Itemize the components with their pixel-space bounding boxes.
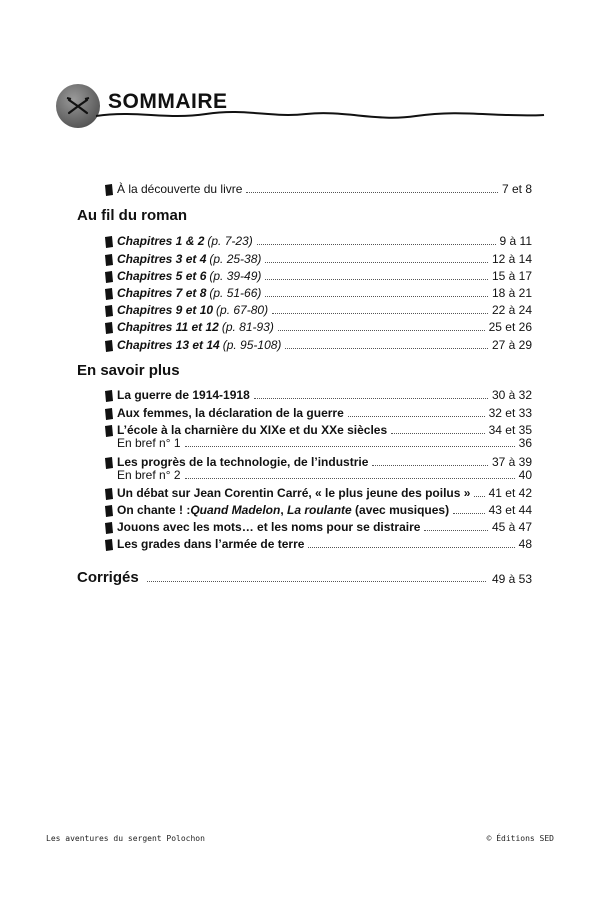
toc-entry-debat[interactable]: Un débat sur Jean Corentin Carré, « le plus jeune des poilus » 41 et 42 — [104, 484, 532, 500]
bullet-icon — [104, 457, 114, 469]
bullet-icon — [104, 505, 114, 517]
bullet-icon — [104, 322, 114, 334]
bullet-icon — [104, 184, 114, 196]
toc-entry-chapitres-11-12[interactable]: Chapitres 11 et 12 (p. 81-93) 25 et 26 — [104, 318, 532, 334]
bullet-icon — [104, 522, 114, 534]
section-title-roman: Au fil du roman — [77, 207, 187, 224]
toc-entry-en-bref-1[interactable]: En bref n° 1 36 — [117, 436, 532, 450]
footer-book-title: Les aventures du sergent Polochon — [46, 834, 205, 843]
bullet-icon — [104, 288, 114, 300]
crossed-sabers-icon — [56, 84, 100, 128]
toc-entry-progres[interactable]: Les progrès de la technologie, de l’industrie 37 à 39 — [104, 453, 532, 469]
bullet-icon — [104, 539, 114, 551]
footer-publisher: © Éditions SED — [486, 834, 554, 843]
bullet-icon — [104, 305, 114, 317]
toc-entry-on-chante[interactable]: On chante ! : Quand Madelon , La roulante (avec musiques) 43 et 44 — [104, 501, 532, 517]
toc-entry-intro[interactable]: À la découverte du livre 7 et 8 — [104, 180, 532, 196]
title-underline — [96, 102, 546, 124]
bullet-icon — [104, 408, 114, 420]
toc-entry-chapitres-13-14[interactable]: Chapitres 13 et 14 (p. 95-108) 27 à 29 — [104, 336, 532, 352]
toc-entry-chapitres-9-10[interactable]: Chapitres 9 et 10 (p. 67-80) 22 à 24 — [104, 301, 532, 317]
toc-entry-jouons[interactable]: Jouons avec les mots… et les noms pour se distraire 45 à 47 — [104, 518, 532, 534]
bullet-icon — [104, 390, 114, 402]
toc-entry-ecole[interactable]: L’école à la charnière du XIXe et du XXe siècles 34 et 35 — [104, 421, 532, 437]
bullet-icon — [104, 425, 114, 437]
page-header — [56, 84, 546, 134]
toc-entry-chapitres-3-4[interactable]: Chapitres 3 et 4 (p. 25-38) 12 à 14 — [104, 250, 532, 266]
bullet-icon — [104, 340, 114, 352]
toc-entry-chapitres-5-6[interactable]: Chapitres 5 et 6 (p. 39-49) 15 à 17 — [104, 267, 532, 283]
toc-entry-chapitres-7-8[interactable]: Chapitres 7 et 8 (p. 51-66) 18 à 21 — [104, 284, 532, 300]
toc-entry-chapitres-1-2[interactable]: Chapitres 1 & 2 (p. 7-23) 9 à 11 — [104, 232, 532, 248]
toc-entry-corriges[interactable]: Corrigés 49 à 53 — [77, 569, 532, 586]
bullet-icon — [104, 488, 114, 500]
toc-entry-guerre-1914[interactable]: La guerre de 1914-1918 30 à 32 — [104, 386, 532, 402]
bullet-icon — [104, 254, 114, 266]
toc-entry-en-bref-2[interactable]: En bref n° 2 40 — [117, 468, 532, 482]
bullet-icon — [104, 236, 114, 248]
toc-entry-aux-femmes[interactable]: Aux femmes, la déclaration de la guerre 32 et 33 — [104, 404, 532, 420]
toc-entry-grades[interactable]: Les grades dans l’armée de terre 48 — [104, 535, 532, 551]
bullet-icon — [104, 271, 114, 283]
section-title-savoir: En savoir plus — [77, 362, 180, 379]
page-title: SOMMAIRE — [108, 90, 228, 113]
